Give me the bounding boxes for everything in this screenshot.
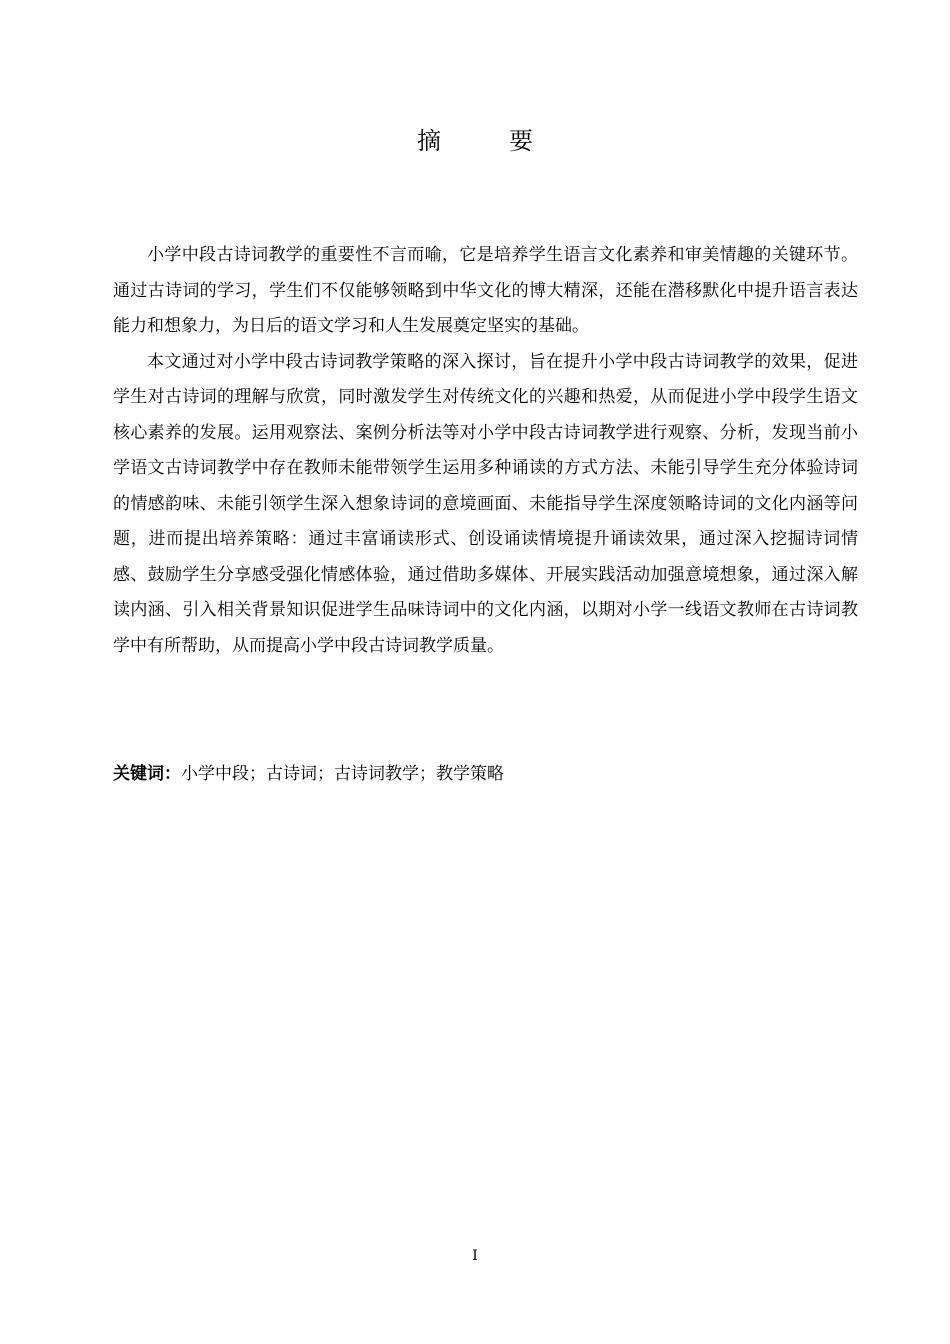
abstract-body [113, 238, 858, 664]
keywords-line [113, 757, 858, 792]
abstract-paragraph: 小学中段古诗词教学的重要性不言而喻，它是培养学生语言文化素养和审美情趣的关键环节。通过古诗词的学习，学生们不仅能够领略到中华文化的博大精深，还能在潜移默化中提升语言表达能力和想象力，为日后的语文学习和人生发展奠定坚实的基础。 [113, 245, 858, 336]
abstract-paragraph: 本文通过对小学中段古诗词教学策略的深入探讨，旨在提升小学中段古诗词教学的效果，促进学生对古诗词的理解与欣赏，同时激发学生对传统文化的兴趣和热爱，从而促进小学中段学生语文核心素养的发展。运用观察法、案例分析法等对小学中段古诗词教学进行观察、分析，发现当前小学语文古诗词教学中存在教师未能带领学生运用多种诵读的方式方法、未能引导学生充分体验诗词的情感韵味、未能引领学生深入想象诗词的意境画面、未能指导学生深度领略诗词的文化内涵等问题，进而提出培养策略：通过丰富诵读形式、创设诵读情境提升诵读效果，通过深入挖掘诗词情感、鼓励学生分享感受强化情感体验，通过借助多媒体、开展实践活动加强意境想象，通过深入解读内涵、引入相关背景知识促进学生品味诗词中的文化内涵，以期对小学一线语文教师在古诗词教学中有所帮助，从而提高小学中段古诗词教学质量。 [113, 351, 858, 656]
page-number: I [472, 1248, 478, 1264]
page-title: 摘 要 [417, 127, 555, 155]
keywords-value: 小学中段；古诗词；古诗词教学；教学策略 [181, 764, 504, 784]
keywords-label: 关键词： [113, 764, 181, 784]
